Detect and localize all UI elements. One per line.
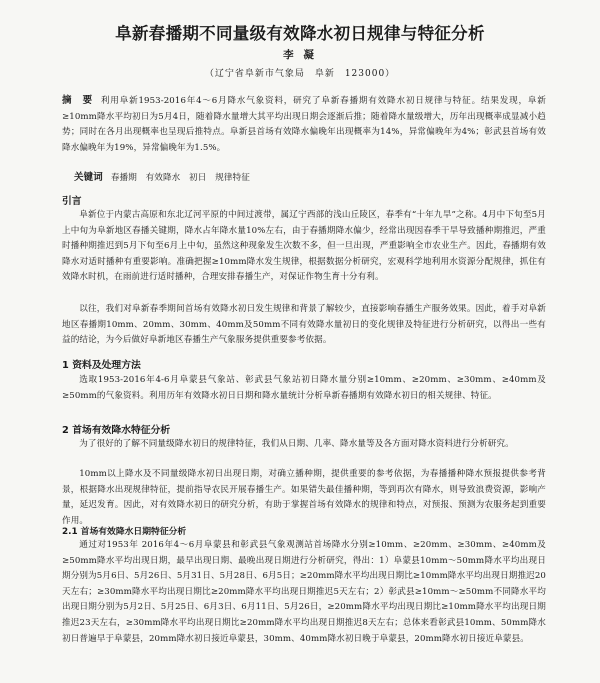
section-1-paragraph: 选取1953-2016年4-6月阜蒙县气象站、彰武县气象站初日降水量分别≥10mm、≥20mm、≥30mm、≥40mm及≥50mm的气象资料。利用历年有效降水初日日期和降水量统计分析阜新春播期有效降水初日的相关规律、特征。 — [62, 375, 546, 401]
intro-heading: 引言 — [62, 196, 82, 207]
section-2-1-heading: 2.1 首场有效降水日期特征分析 — [62, 527, 187, 537]
section-2-paragraph-1: 为了很好的了解不同量级降水初日的规律特征，我们从日期、几率、降水量等及各方面对降水资料进行分析研究。 — [79, 439, 514, 449]
section-2-1-paragraph: 通过对1953年 2016年4～6月阜蒙县和彰武县气象观测站首场降水分别≥10mm、≥20mm、≥30mm、≥40mm及≥50mm降水平均出现日期，最早出现日期、最晚出现日期进行分析研究，得出：1）阜蒙县10mm～50mm降水平均出现日期分别为5月6日、5月26日、5月31日、5月28日、6月5日；≥20mm降水平均出现日期比≥10mm降水平均出现日期推迟20天左右；≥30mm降水平均出现日期比≥20mm降水平均出现日期推迟5天左右；2）彰武县≥10mm～≥50mm不同降水平均出现日期分别为5月2日、5月25日、6月3日、6月11日、5月26日，≥20mm降水平均出现日期比≥10mm降水平均出现日期推迟23天左右，≥30mm降水平均出现日期比≥20mm降水平均出现日期推迟8天左右；总体来看彰武县10mm、50mm降水初日普遍早于阜蒙县，20mm降水初日接近阜蒙县，30mm、40mm降水初日晚于阜蒙县，20mm降水初日接近阜蒙县。 — [62, 540, 546, 644]
author-affiliation: （辽宁省阜新市气象局 阜新 123000） — [204, 69, 396, 79]
intro-paragraph-2: 以往，我们对阜新春季期间首场有效降水初日发生规律和背景了解较少，直接影响春播生产服务效果。因此，着手对阜新地区春播期10mm、20mm、30mm、40mm及50mm不同有效降水量初日的变化规律及特征进行分析研究，以得出一些有益的结论，为今后做好阜新地区春播生产气象服务提供重要参考依据。 — [62, 304, 546, 346]
intro-paragraph-1: 阜新位于内蒙古高原和东北辽河平原的中间过渡带，属辽宁西部的浅山丘陵区，春季有“十年九旱”之称。4月中下旬至5月上中旬为阜新地区春播关键期，降水占年降水量10%左右，由于春播期降水偏少，经常出现因春季干旱导致播种期推迟，严重时播种期推迟到5月下旬至6月上中旬，虽然这种现象发生次数不多，但一旦出现，严重影响全市农业生产。因此，春播期有效降水对适时播种有重要影响。准确把握≥10mm降水发生规律，根据数据分析研究，宏观科学地利用水资源分配规律，抓住有效降水时机，在雨前进行适时播种，合理安排春播生产，对保证作物生育十分有利。 — [62, 210, 546, 283]
section-2-paragraph-2: 10mm以上降水及不同量级降水初日出现日期，对确立播种期，提供重要的参考依据，为春播播种降水预报提供参考背景，根据降水出现规律特征，提前指导农民开展春播生产。如果错失最佳播种期，等到再次有降水，则导致浪费资源，影响产量，延迟发育。因此，对有效降水初日的研究分析，有助于掌握首场有效降水的规律和特点，对预报、预测为农服务起到重要作用。 — [62, 469, 546, 526]
keywords-text: 春播期 有效降水 初日 规律特征 — [110, 173, 250, 183]
keywords — [62, 170, 546, 187]
author-name: 李 凝 — [283, 49, 317, 61]
abstract-text: 利用阜新1953-2016年4～6月降水气象资料，研究了阜新春播期有效降水初日规律与特征。结果发现，阜新≥10mm降水平均初日为5月4日，随着降水量增大其平均出现日期会逐渐后推；随着降水量级增大，历年出现概率成显减小趋势；同时在各月出现概率也呈现后推特点。阜新县首场有效降水偏晚年出现概率为14%，异常偏晚年为4%；彰武县首场有效降水偏晚年为19%，异常偏晚年为1.5%。 — [62, 96, 547, 153]
abstract-label: 摘 要 — [62, 95, 93, 106]
section-1-heading: 1 资料及处理方法 — [62, 360, 141, 371]
keywords-label: 关键词 — [74, 172, 103, 183]
section-2-heading: 2 首场有效降水特征分析 — [62, 425, 171, 436]
paper-title: 阜新春播期不同量级有效降水初日规律与特征分析 — [115, 24, 485, 43]
abstract — [62, 93, 546, 156]
